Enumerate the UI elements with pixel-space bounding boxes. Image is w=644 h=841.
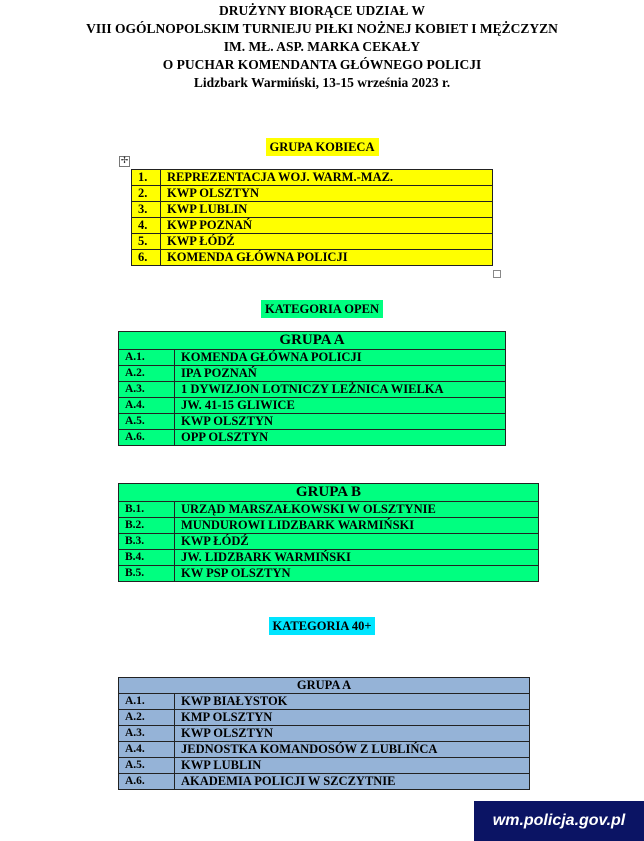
open-category-label: KATEGORIA OPEN <box>261 300 383 318</box>
women-teams-table <box>131 169 493 266</box>
table-header-row <box>119 332 506 350</box>
team-name: IPA POZNAŃ <box>175 366 506 382</box>
table-row <box>119 502 539 518</box>
table-row <box>119 430 506 446</box>
row-number: 4. <box>132 218 161 234</box>
open-group-b-table <box>118 483 539 582</box>
table-row <box>119 758 530 774</box>
group-title: GRUPA A <box>119 332 506 350</box>
header-line-2: VIII OGÓLNOPOLSKIM TURNIEJU PIŁKI NOŻNEJ KOBIET I MĘŻCZYZN <box>86 21 558 36</box>
team-name: JW. 41-15 GLIWICE <box>175 398 506 414</box>
group-title: GRUPA A <box>119 678 530 694</box>
table-resize-handle-icon[interactable] <box>493 270 501 278</box>
table-row <box>132 234 493 250</box>
table-row <box>132 218 493 234</box>
row-number: 5. <box>132 234 161 250</box>
header-line-5: Lidzbark Warmiński, 13-15 września 2023 r. <box>193 75 451 90</box>
row-code: A.4. <box>119 398 175 414</box>
forty-category-label-wrap <box>0 617 644 635</box>
table-row <box>119 710 530 726</box>
team-name: KOMENDA GŁÓWNA POLICJI <box>161 250 493 266</box>
table-row <box>132 250 493 266</box>
row-code: A.4. <box>119 742 175 758</box>
row-code: A.5. <box>119 414 175 430</box>
table-row <box>132 170 493 186</box>
team-name: JEDNOSTKA KOMANDOSÓW Z LUBLIŃCA <box>175 742 530 758</box>
header-line-3: IM. MŁ. ASP. MARKA CEKAŁY <box>223 39 421 54</box>
group-title: GRUPA B <box>119 484 539 502</box>
row-code: A.3. <box>119 726 175 742</box>
table-row <box>119 534 539 550</box>
open-group-a-table <box>118 331 506 446</box>
row-code: A.6. <box>119 774 175 790</box>
table-row <box>119 550 539 566</box>
team-name: URZĄD MARSZAŁKOWSKI W OLSZTYNIE <box>175 502 539 518</box>
open-category-label-wrap <box>0 300 644 318</box>
row-number: 1. <box>132 170 161 186</box>
row-code: B.1. <box>119 502 175 518</box>
table-row <box>119 518 539 534</box>
table-row <box>119 414 506 430</box>
row-code: A.2. <box>119 366 175 382</box>
table-row <box>119 366 506 382</box>
row-code: B.5. <box>119 566 175 582</box>
document-header <box>0 2 644 92</box>
row-code: A.2. <box>119 710 175 726</box>
team-name: MUNDUROWI LIDZBARK WARMIŃSKI <box>175 518 539 534</box>
team-name: KWP OLSZTYN <box>175 726 530 742</box>
row-code: B.4. <box>119 550 175 566</box>
table-row <box>132 186 493 202</box>
team-name: KWP POZNAŃ <box>161 218 493 234</box>
table-row <box>119 726 530 742</box>
header-line-1: DRUŻYNY BIORĄCE UDZIAŁ W <box>219 3 425 18</box>
row-code: B.3. <box>119 534 175 550</box>
team-name: JW. LIDZBARK WARMIŃSKI <box>175 550 539 566</box>
forty-group-a-table <box>118 677 530 790</box>
table-row <box>132 202 493 218</box>
row-number: 6. <box>132 250 161 266</box>
forty-category-label: KATEGORIA 40+ <box>269 617 376 635</box>
table-move-handle-icon[interactable]: ✢ <box>120 156 129 166</box>
table-row <box>119 742 530 758</box>
team-name: KWP BIAŁYSTOK <box>175 694 530 710</box>
team-name: AKADEMIA POLICJI W SZCZYTNIE <box>175 774 530 790</box>
row-number: 2. <box>132 186 161 202</box>
team-name: KMP OLSZTYN <box>175 710 530 726</box>
women-group-label: GRUPA KOBIECA <box>266 138 379 156</box>
table-row <box>119 774 530 790</box>
team-name: KWP LUBLIN <box>161 202 493 218</box>
team-name: REPREZENTACJA WOJ. WARM.-MAZ. <box>161 170 493 186</box>
team-name: KWP ŁÓDŹ <box>175 534 539 550</box>
table-header-row <box>119 678 530 694</box>
table-row <box>119 398 506 414</box>
team-name: KWP ŁÓDŹ <box>161 234 493 250</box>
row-code: A.1. <box>119 694 175 710</box>
table-row <box>119 566 539 582</box>
team-name: KW PSP OLSZTYN <box>175 566 539 582</box>
women-group-label-wrap <box>0 138 644 156</box>
row-number: 3. <box>132 202 161 218</box>
table-row <box>119 694 530 710</box>
table-row <box>119 350 506 366</box>
header-line-4: O PUCHAR KOMENDANTA GŁÓWNEGO POLICJI <box>162 57 482 72</box>
team-name: KWP OLSZTYN <box>161 186 493 202</box>
site-watermark: wm.policja.gov.pl <box>474 801 644 841</box>
team-name: KOMENDA GŁÓWNA POLICJI <box>175 350 506 366</box>
row-code: A.1. <box>119 350 175 366</box>
row-code: A.6. <box>119 430 175 446</box>
team-name: OPP OLSZTYN <box>175 430 506 446</box>
team-name: KWP OLSZTYN <box>175 414 506 430</box>
team-name: 1 DYWIZJON LOTNICZY LEŻNICA WIELKA <box>175 382 506 398</box>
table-header-row <box>119 484 539 502</box>
row-code: B.2. <box>119 518 175 534</box>
row-code: A.5. <box>119 758 175 774</box>
team-name: KWP LUBLIN <box>175 758 530 774</box>
row-code: A.3. <box>119 382 175 398</box>
table-row <box>119 382 506 398</box>
